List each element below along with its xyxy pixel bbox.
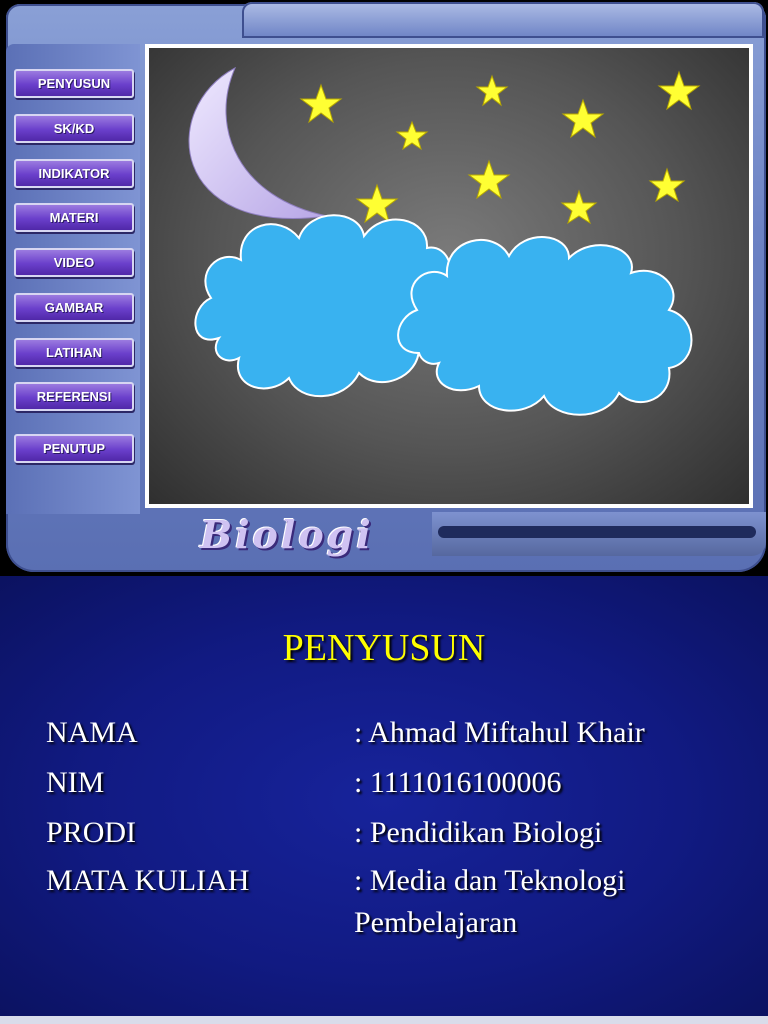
cloud-left-icon: [195, 215, 450, 396]
star-icon: [563, 100, 603, 137]
star-icon: [659, 72, 699, 109]
info-label: NIM: [46, 766, 105, 799]
nav-button-referensi[interactable]: REFERENSI: [14, 382, 134, 411]
nav-button-latihan[interactable]: LATIHAN: [14, 338, 134, 367]
info-value: : 1111016100006: [354, 766, 562, 799]
star-icon: [357, 185, 397, 222]
star-icon: [562, 191, 596, 223]
info-value: : Ahmad Miftahul Khair: [354, 716, 645, 749]
moon-icon: [189, 68, 327, 218]
nav-button-gambar[interactable]: GAMBAR: [14, 293, 134, 322]
star-icon: [477, 76, 507, 105]
nav-button-indikator[interactable]: INDIKATOR: [14, 159, 134, 188]
star-icon: [301, 85, 341, 122]
nav-button-video[interactable]: VIDEO: [14, 248, 134, 277]
info-label: MATA KULIAH: [46, 864, 250, 897]
nav-button-materi[interactable]: MATERI: [14, 203, 134, 232]
star-icon: [469, 161, 509, 198]
slide-title: PENYUSUN: [282, 627, 486, 669]
info-label: PRODI: [46, 816, 137, 849]
app-logo: Biologi: [200, 512, 374, 557]
nav-button-sk-kd[interactable]: SK/KD: [14, 114, 134, 143]
frame-top-bar: [242, 2, 764, 38]
night-sky-scene: [145, 44, 753, 508]
star-icon: [650, 169, 684, 201]
star-icon: [397, 122, 427, 149]
nav-button-penutup[interactable]: PENUTUP: [14, 434, 134, 463]
bottom-strip: [0, 1016, 768, 1024]
info-value: : Media dan Teknologi Pembelajaran: [354, 864, 626, 939]
night-sky-illustration: [149, 48, 749, 504]
frame-bottom-bar: [432, 512, 766, 556]
info-value: : Pendidikan Biologi: [354, 816, 603, 849]
nav-button-penyusun[interactable]: PENYUSUN: [14, 69, 134, 98]
info-label: NAMA: [46, 716, 138, 749]
author-info-slide: [0, 576, 768, 1024]
